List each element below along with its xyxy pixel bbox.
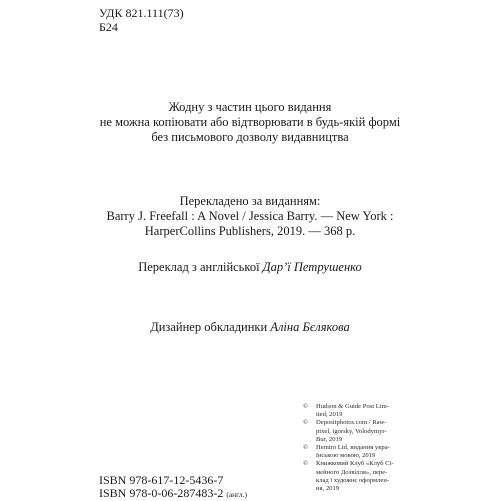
- author-sign: Б24: [99, 20, 118, 34]
- copyright-notices: [303, 403, 463, 493]
- copyright-line: Hudson & Guide Post Lim-: [316, 403, 389, 410]
- copyright-line: їнською мовою, 2019: [316, 452, 376, 460]
- original-edition: [0, 194, 500, 239]
- isbn-language-note: (англ.): [226, 490, 247, 499]
- copyright-line: pixel, igorsky, Volodymyr-: [316, 427, 387, 435]
- designer-label: Дизайнер обкладинки: [150, 320, 271, 334]
- copyright-line: клад і художнє оформлен-: [316, 476, 390, 484]
- copyright-symbol: ©: [303, 419, 309, 427]
- copyright-line: ня, 2019: [316, 485, 340, 493]
- copyright-line: Depositphotos.com / Raw-: [316, 419, 387, 427]
- udc-classification: [99, 6, 184, 34]
- isbn-original-number: ISBN 978-0-06-287483-2: [99, 486, 224, 500]
- copyright-line: Книжковий Клуб «Клуб Сі-: [316, 460, 394, 468]
- notice-line: Жодну з частин цього видання: [168, 100, 332, 114]
- copyright-symbol: ©: [303, 444, 309, 452]
- copyright-item: [303, 403, 463, 419]
- notice-line: без письмового дозволу видавництва: [151, 130, 349, 144]
- isbn-original: [99, 487, 247, 501]
- translator-name: Дар’ї Петрушенко: [262, 260, 362, 274]
- reproduction-notice: [0, 100, 500, 145]
- copyright-item: [303, 444, 463, 460]
- original-edition-line: Перекладено за виданням:: [179, 194, 321, 208]
- original-edition-line: HarperCollins Publishers, 2019. — 368 p.: [144, 224, 356, 238]
- notice-line: не можна копіювати або відтворювати в будь-якій формі: [99, 115, 401, 129]
- designer-name: Аліна Бєлякова: [270, 320, 350, 334]
- isbn-ukrainian: ISBN 978-617-12-5436-7: [99, 473, 224, 487]
- original-edition-line: Barry J. Freefall : A Novel / Jessica Barry. — New York :: [106, 209, 394, 223]
- copyright-line: ited, 2019: [316, 411, 343, 419]
- copyright-line: Hemiro Ltd, видання укра-: [316, 444, 390, 452]
- designer-credit: [0, 320, 500, 335]
- copyright-line: мейного Дозвілля», пере-: [316, 468, 388, 476]
- copyright-line: Bur, 2019: [316, 435, 343, 443]
- udc-code: УДК 821.111(73): [99, 6, 184, 20]
- copyright-symbol: ©: [303, 403, 309, 410]
- translator-credit: [0, 260, 500, 275]
- isbn-block: [99, 474, 247, 501]
- translator-label: Переклад з англійської: [138, 260, 263, 274]
- copyright-item: [303, 460, 463, 493]
- copyright-item: [303, 419, 463, 444]
- copyright-symbol: ©: [303, 460, 309, 468]
